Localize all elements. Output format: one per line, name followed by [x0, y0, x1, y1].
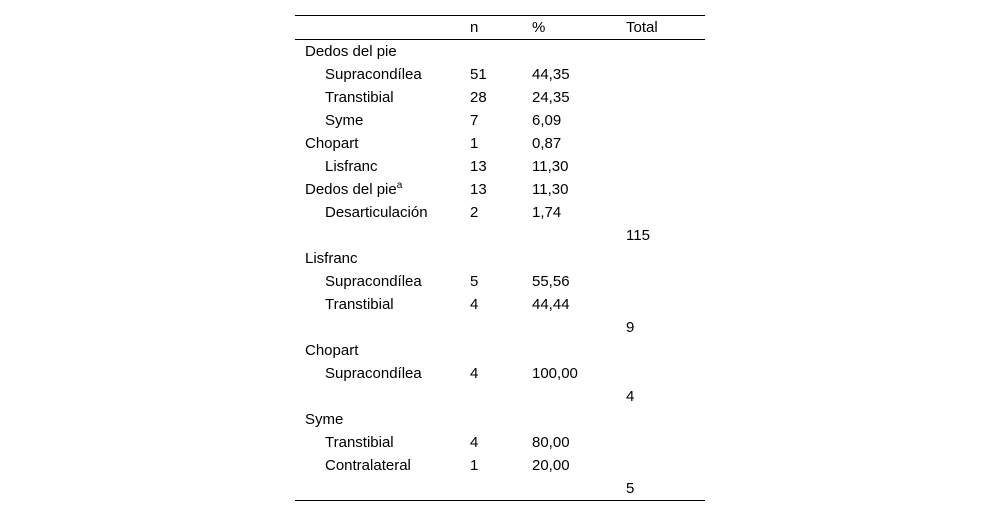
total-cell: [626, 40, 705, 64]
empty-label-cell: [295, 385, 470, 408]
table-row: [295, 86, 705, 109]
table-row: [295, 408, 705, 431]
n-cell: [470, 40, 532, 64]
n-cell: [470, 339, 532, 362]
row-label: Transtibial: [325, 89, 394, 106]
group-label-cell: [295, 247, 470, 270]
percent-cell: 44,44: [532, 296, 570, 313]
n-cell: [470, 247, 532, 270]
n-cell: 13: [470, 158, 487, 175]
table-row: [295, 431, 705, 454]
table-row: [295, 339, 705, 362]
percent-cell: [532, 339, 626, 362]
table-row: [295, 385, 705, 408]
empty-label-cell: [295, 316, 470, 339]
row-label: Lisfranc: [305, 250, 358, 267]
group-label-cell: [295, 40, 470, 64]
total-cell: 4: [626, 388, 635, 405]
percent-cell: [532, 40, 626, 64]
n-cell: [470, 316, 532, 339]
subgroup-label-cell: [295, 63, 470, 86]
group-label-cell: [295, 132, 470, 155]
table-row: [295, 155, 705, 178]
n-cell: 13: [470, 181, 487, 198]
total-cell: 115: [626, 227, 650, 244]
table-row: [295, 270, 705, 293]
group-label-cell: [295, 408, 470, 431]
row-label: Dedos del pie: [305, 181, 397, 198]
table-row: [295, 63, 705, 86]
subgroup-label-cell: [295, 454, 470, 477]
row-label: Desarticulación: [325, 204, 428, 221]
table-row: [295, 362, 705, 385]
subgroup-label-cell: [295, 362, 470, 385]
table-body: [295, 40, 705, 501]
table-header: [295, 16, 705, 40]
percent-cell: 55,56: [532, 273, 570, 290]
percent-cell: [532, 385, 626, 408]
percent-cell: 1,74: [532, 204, 562, 221]
total-cell: [626, 362, 705, 385]
subgroup-label-cell: [295, 201, 470, 224]
table-row: [295, 178, 705, 201]
table-row: [295, 109, 705, 132]
total-cell: 5: [626, 477, 705, 501]
percent-cell: [532, 316, 626, 339]
total-cell: [626, 109, 705, 132]
empty-label-cell: [295, 477, 470, 501]
total-cell: [626, 454, 705, 477]
table-row: [295, 224, 705, 247]
header-n: n: [470, 16, 532, 40]
subgroup-label-cell: [295, 155, 470, 178]
n-cell: [470, 477, 532, 501]
percent-cell: 100,00: [532, 365, 578, 382]
row-label: Dedos del pie: [305, 43, 397, 60]
percent-cell: 11,30: [532, 158, 569, 175]
table-row: [295, 201, 705, 224]
subgroup-label-cell: [295, 431, 470, 454]
total-cell: [626, 178, 705, 201]
header-percent: %: [532, 16, 626, 40]
total-cell: [626, 63, 705, 86]
percent-cell: 44,35: [532, 66, 570, 83]
footnote-marker: a: [396, 180, 403, 191]
row-label: Chopart: [305, 342, 359, 359]
n-cell: [470, 224, 532, 247]
total-cell: [626, 132, 705, 155]
row-label: Supracondílea: [325, 365, 422, 382]
n-cell: 2: [470, 204, 479, 221]
total-cell: [626, 293, 705, 316]
row-label: Syme: [325, 112, 364, 129]
total-cell: [626, 431, 705, 454]
row-label: Contralateral: [325, 457, 411, 474]
subgroup-label-cell: [295, 270, 470, 293]
row-label: Supracondílea: [325, 273, 422, 290]
n-cell: [470, 408, 532, 431]
n-cell: 7: [470, 112, 479, 129]
total-cell: [626, 408, 705, 431]
row-label: Supracondílea: [325, 66, 422, 83]
percent-cell: [532, 224, 626, 247]
table-row: [295, 293, 705, 316]
table-row: [295, 316, 705, 339]
group-label-cell: [295, 178, 470, 201]
percent-cell: [532, 477, 626, 501]
total-cell: [626, 339, 705, 362]
n-cell: 51: [470, 66, 487, 83]
row-label: Transtibial: [325, 296, 394, 313]
group-label-cell: [295, 339, 470, 362]
n-cell: 1: [470, 457, 479, 474]
percent-cell: 11,30: [532, 181, 569, 198]
n-cell: 5: [470, 273, 479, 290]
table-row: [295, 132, 705, 155]
n-cell: 4: [470, 434, 479, 451]
total-cell: [626, 247, 705, 270]
percent-cell: 80,00: [532, 434, 570, 451]
percent-cell: 24,35: [532, 89, 570, 106]
table-row: [295, 40, 705, 64]
percent-cell: [532, 408, 626, 431]
row-label: Syme: [305, 411, 344, 428]
amputation-table: [295, 15, 705, 501]
subgroup-label-cell: [295, 86, 470, 109]
n-cell: 1: [470, 135, 479, 152]
percent-cell: 6,09: [532, 112, 562, 129]
total-cell: [626, 270, 705, 293]
table-row: [295, 454, 705, 477]
data-table: [295, 15, 705, 501]
n-cell: [470, 385, 532, 408]
header-row: [295, 16, 705, 40]
table-row: [295, 477, 705, 501]
table-row: [295, 247, 705, 270]
header-total: Total: [626, 16, 705, 40]
total-cell: [626, 86, 705, 109]
total-cell: 9: [626, 319, 635, 336]
n-cell: 28: [470, 89, 487, 106]
subgroup-label-cell: [295, 293, 470, 316]
empty-label-cell: [295, 224, 470, 247]
percent-cell: 0,87: [532, 135, 562, 152]
row-label: Lisfranc: [325, 158, 378, 175]
header-label: [295, 16, 470, 40]
row-label: Chopart: [305, 135, 359, 152]
percent-cell: [532, 247, 626, 270]
total-cell: [626, 201, 705, 224]
subgroup-label-cell: [295, 109, 470, 132]
total-cell: [626, 155, 705, 178]
row-label: Transtibial: [325, 434, 394, 451]
percent-cell: 20,00: [532, 457, 570, 474]
n-cell: 4: [470, 365, 479, 382]
n-cell: 4: [470, 296, 479, 313]
